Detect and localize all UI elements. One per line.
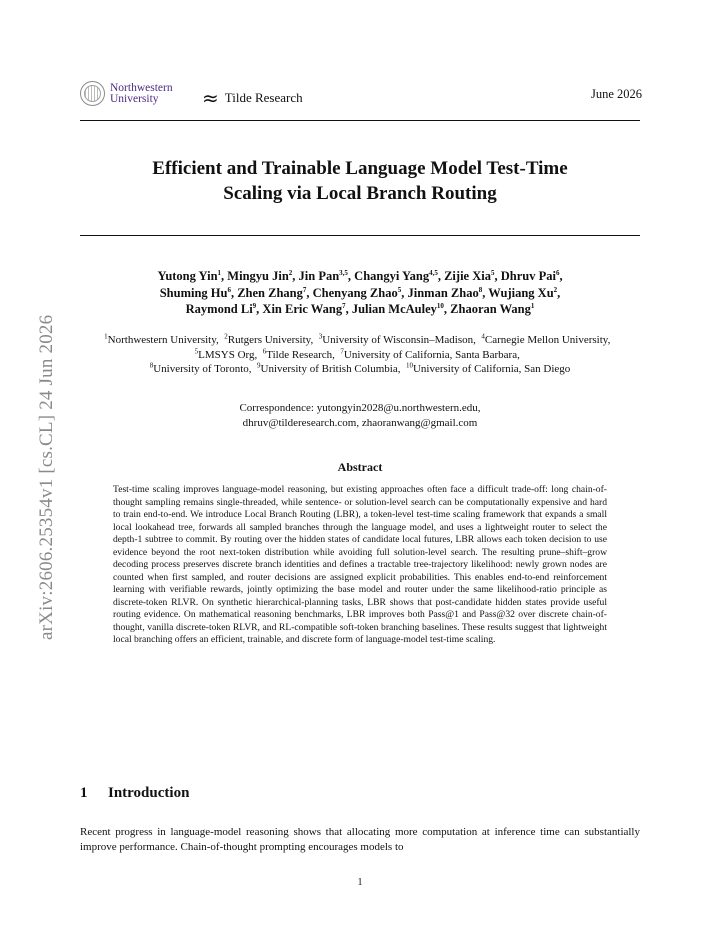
author-name: Julian McAuley [351, 302, 437, 316]
author-affiliation-mark: 9 [252, 301, 257, 310]
paper-title [80, 156, 640, 206]
affiliation-line: $^5$LMSYS Org, $^6$Tilde Research, $^7$University of California, Santa Barbara, [194, 346, 526, 361]
author-list [80, 268, 640, 318]
author-affiliation-mark: 1 [217, 268, 222, 277]
tilde-icon: ≈ [202, 86, 219, 110]
author-name: Changyi Yang [354, 269, 430, 283]
author-name: Shuming Hu [159, 285, 228, 300]
author-name: Yutong Yin [157, 269, 218, 283]
affiliation-number: 6 [262, 346, 267, 355]
section-title: Introduction [108, 785, 190, 801]
affiliation-number: 2 [224, 332, 228, 341]
abstract-text: Test-time scaling improves language-model reasoning, but existing approaches often face a difficult trade-off: long chain-of-thought sampling remains single-threaded, while sentence- or solution-level search can be computationally expensive and hard to train end-to-end. We introduce Local Branch Routing (LBR), a token-level test-time scaling framework that expands a small local lookahead tree, forwards all sampled branches through the language model, and uses a lightweight router to select the depth-1 subtree to commit. By routing over the hidden states of candidate local futures, LBR allows each token decision to use evidence beyond the root next-token distribution while avoiding full solution-level search. The resulting prune–shift–grow decoding process preserves discrete branch identities and defines a tractable tree-trajectory likelihood: newly grown nodes are counted when first sampled, and router decisions are assigned explicit probabilities. This enables end-to-end reinforcement learning with verifiable rewards, jointly optimizing the base model and router under the same likelihood-ratio principle as discrete-token RLVR. On synthetic hierarchical-planning tasks, LBR shows that post-candidate hidden states provide useful routing evidence. On mathematical reasoning benchmarks, LBR improves both Pass@1 and Pass@32 over discrete chain-of-thought, vanilla discrete-token RLVR, and RL-compatible soft-token branching baselines. These results suggest that lightweight local branching offers an efficient, trainable, and discrete form of language-model test-time scaling. [113, 484, 607, 645]
author-name: Xin Eric Wang [262, 302, 343, 316]
affiliation-name: Northwestern University [107, 334, 217, 346]
tilde-research-logo [202, 86, 303, 110]
affiliation-name: Carnegie Mellon University [484, 334, 608, 346]
title-rule [80, 235, 640, 236]
affiliation-number: 5 [194, 346, 199, 355]
intro-paragraph: Recent progress in language-model reasoning shows that allocating more computation at inference time can substantially improve performance. Chain-of-thought prompting encourages models to [80, 826, 640, 853]
author-name: Raymond Li [185, 302, 253, 316]
author-affiliation-mark: 4,5 [429, 268, 438, 277]
author-affiliation-mark: 1 [530, 301, 535, 310]
author-affiliation-mark: 7 [342, 301, 346, 310]
arxiv-stamp: arXiv:2606.25354v1 [cs.CL] 24 Jun 2026 [36, 314, 57, 640]
author-affiliation-mark: 5 [397, 285, 402, 294]
publication-date: June 2026 [590, 87, 642, 101]
affiliation-name: University of Wisconsin–Madison [322, 334, 474, 346]
author-line: Yutong Yin$^1$, Mingyu Jin$^2$, Jin Pan$^{3,5}$, Changyi Yang$^{4,5}$, Zijie Xia$^5$, Dhruv Pai$^6$, [157, 268, 563, 283]
section-number: 1 [80, 785, 88, 801]
author-affiliation-mark: 7 [302, 285, 307, 294]
author-affiliation-mark: 8 [478, 285, 483, 294]
lab-name: Tilde Research [224, 90, 303, 105]
author-name: Zhaoran Wang [450, 302, 531, 316]
correspondence [80, 401, 640, 430]
author-name: Jin Pan [298, 269, 340, 283]
affiliation-name: Tilde Research [266, 348, 333, 361]
university-seal-icon [80, 81, 105, 106]
affiliation-number: 8 [149, 361, 154, 370]
affiliation-name: LMSYS Org [198, 348, 255, 361]
affiliation-line: $^8$University of Toronto, $^9$University of British Columbia, $^{10}$University of California, San Diego [149, 361, 571, 375]
author-line: Raymond Li$^9$, Xin Eric Wang$^7$, Julian McAuley$^{10}$, Zhaoran Wang$^1$ [185, 301, 535, 316]
affiliation-number: 4 [481, 332, 485, 341]
affiliation-name: University of California, Santa Barbara [343, 348, 518, 361]
correspondence-line2: dhruv@tilderesearch.com, zhaoranwang@gmail.com [242, 416, 478, 429]
abstract-heading: Abstract [337, 460, 383, 474]
author-name: Wujiang Xu [488, 285, 554, 300]
affiliation-number: 10 [405, 361, 413, 370]
author-name: Chenyang Zhao [312, 285, 398, 300]
author-name: Jinman Zhao [407, 285, 479, 300]
affiliation-name: University of British Columbia [260, 363, 398, 375]
title-line1: Efficient and Trainable Language Model Test-Time [152, 158, 568, 179]
section-heading [80, 785, 189, 802]
affiliation-list [80, 333, 640, 377]
author-affiliation-mark: 2 [553, 285, 558, 294]
author-affiliation-mark: 5 [490, 268, 495, 277]
institution-line2: University [110, 92, 159, 105]
author-name: Zijie Xia [444, 269, 491, 283]
author-affiliation-mark: 6 [555, 268, 560, 277]
institution-line1: Northwestern [110, 81, 173, 94]
author-affiliation-mark: 6 [227, 285, 231, 294]
affiliation-name: University of Toronto [153, 363, 249, 375]
author-affiliation-mark: 3,5 [339, 268, 348, 277]
header-rule [80, 120, 640, 121]
affiliation-number: 9 [257, 361, 261, 370]
affiliation-line: $^1$Northwestern University, $^2$Rutgers University, $^3$University of Wisconsin–Madison, $^4$Carnegie Mellon University, [104, 332, 616, 346]
affiliation-number: 1 [104, 332, 108, 341]
author-name: Mingyu Jin [227, 269, 289, 283]
affiliation-name: University of California, San Diego [412, 363, 571, 375]
affiliation-number: 7 [340, 346, 344, 355]
author-line: Shuming Hu$^6$, Zhen Zhang$^7$, Chenyang Zhao$^5$, Jinman Zhao$^8$, Wujiang Xu$^2$, [159, 285, 561, 300]
author-name: Zhen Zhang [237, 285, 303, 300]
author-affiliation-mark: 2 [288, 268, 293, 277]
correspondence-line1: Correspondence: yutongyin2028@u.northwestern.edu, [239, 402, 481, 414]
affiliation-name: Rutgers University [227, 334, 311, 346]
page-number: 1 [357, 877, 363, 888]
institution-wordmark [110, 83, 173, 105]
title-line2: Scaling via Local Branch Routing [223, 183, 497, 204]
author-affiliation-mark: 10 [436, 301, 444, 310]
author-name: Dhruv Pai [500, 269, 556, 283]
northwestern-logo [80, 81, 173, 106]
affiliation-number: 3 [318, 332, 323, 341]
